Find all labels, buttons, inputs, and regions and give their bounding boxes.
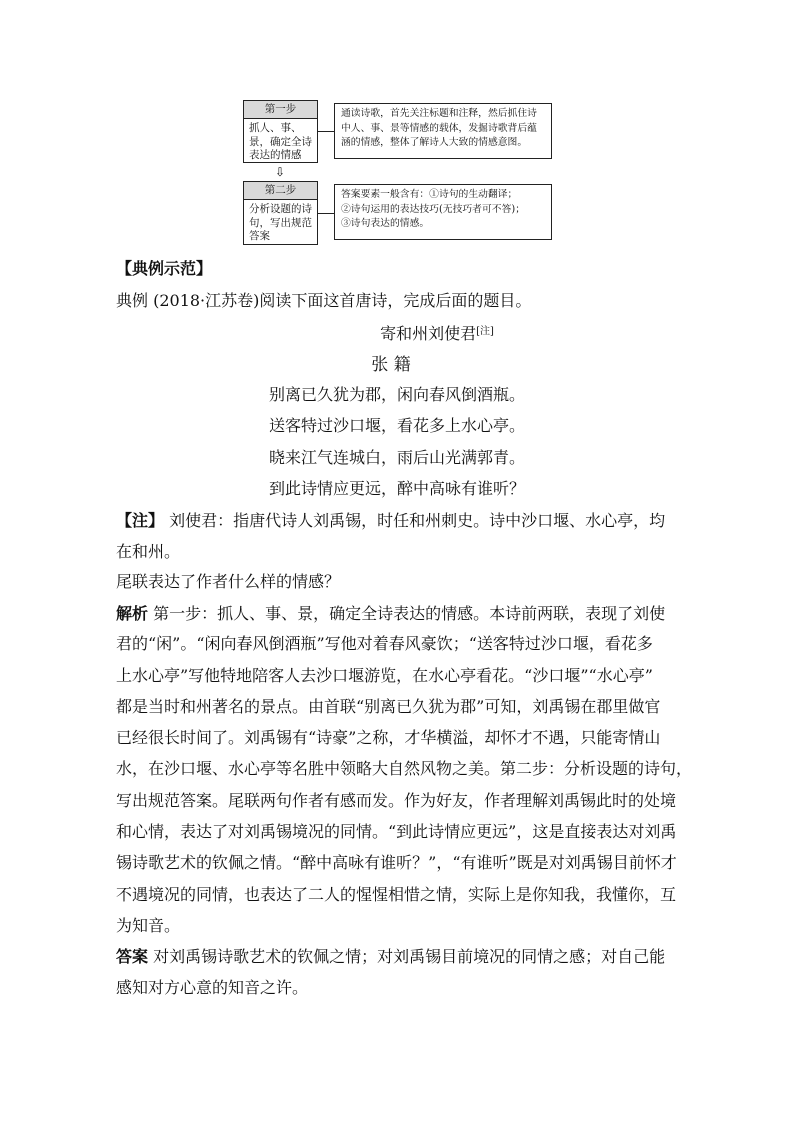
analysis-line: 上水心亭”写他特地陪客人去沙口堰游览，在水心亭看花。“沙口堰”“水心亭” (116, 666, 653, 685)
step1-body: 抓人、事、景，确定全诗表达的情感 (249, 122, 312, 161)
analysis-line: 君的“闲”。“闲向春风倒酒瓶”写他对着春风豪饮；“送客特过沙口堰，看花多 (116, 634, 653, 653)
step2-connector (318, 213, 334, 214)
note-line: 在和州。 (116, 542, 181, 561)
down-arrow-icon: ⇩ (275, 165, 286, 179)
analysis-line: 水，在沙口堰、水心亭等名胜中领略大自然风物之美。第二步：分析设题的诗句， (116, 759, 693, 778)
analysis-line: 都是当时和州著名的景点。由首联“别离已久犹为郡”可知，刘禹锡在郡里做官 (116, 697, 661, 716)
analysis-line: 为知音。 (116, 916, 181, 935)
step2-description (334, 184, 552, 240)
poem-title: 寄和州刘使君 (380, 324, 477, 343)
answer-line: 感知对方心意的知音之许。 (116, 978, 309, 997)
analysis-text: 第一步：抓人、事、景，确定全诗表达的情感。本诗前两联，表现了刘使 (148, 604, 666, 623)
note-label: 【注】 (116, 511, 165, 530)
analysis-line: 已经很长时间了。刘禹锡有“诗豪”之称，才华横溢，却怀才不遇，只能寄情山 (116, 728, 661, 747)
answer-line (116, 947, 665, 967)
step2-title: 第二步 (244, 182, 317, 200)
step2-desc-line: ②诗句运用的表达技巧(无技巧者可不答)； (341, 203, 525, 215)
step1-box (243, 100, 318, 163)
poem-title-note: [注] (476, 326, 494, 337)
step2-desc-line: ③诗句表达的情感。 (341, 218, 430, 229)
analysis-line (116, 604, 665, 624)
analysis-line: 锡诗歌艺术的钦佩之情。“醉中高咏有谁听？”，“有谁听”既是对刘禹锡目前怀才 (116, 853, 677, 872)
step2-desc-line: 答案要素一般含有：①诗句的生动翻译； (341, 189, 518, 200)
analysis-line: 写出规范答案。尾联两句作者有感而发。作为好友，作者理解刘禹锡此时的处境 (116, 791, 677, 810)
step1-title: 第一步 (244, 101, 317, 119)
note-line (116, 511, 665, 531)
analysis-label: 解析 (116, 604, 149, 623)
poem-title-row (40, 324, 794, 344)
section-heading: 【典例示范】 (116, 259, 213, 278)
question: 尾联表达了作者什么样的情感？ (116, 572, 341, 591)
poem-line: 别离已久犹为郡，闲向春风倒酒瓶。 (268, 385, 525, 404)
answer-text: 对刘禹锡诗歌艺术的钦佩之情；对刘禹锡目前境况的同情之感；对自己能 (148, 947, 666, 966)
answer-label: 答案 (116, 947, 149, 966)
step2-box (243, 181, 318, 245)
poem-line: 晓来江气连城白，雨后山光满郭青。 (268, 448, 525, 467)
analysis-line: 和心情，表达了对刘禹锡境况的同情。“到此诗情应更远”，这是直接表达对刘禹 (116, 822, 677, 841)
step2-body: 分析设题的诗句，写出规范答案 (249, 203, 312, 242)
analysis-line: 不遇境况的同情，也表达了二人的惺惺相惜之情，实际上是你知我，我懂你，互 (116, 885, 677, 904)
note-text: 刘使君：指唐代诗人刘禹锡，时任和州刺史。诗中沙口堰、水心亭，均 (164, 511, 666, 530)
example-intro: 典例 (2018·江苏卷)阅读下面这首唐诗，完成后面的题目。 (116, 291, 532, 310)
poem-line: 到此诗情应更远，醉中高咏有谁听？ (268, 479, 525, 498)
poem-author: 张 籍 (371, 355, 411, 375)
poem-line: 送客特过沙口堰，看花多上水心亭。 (268, 416, 525, 435)
step1-connector (318, 131, 334, 132)
step1-description: 通读诗歌，首先关注标题和注释，然后抓住诗中人、事、景等情感的载体，发掘诗歌背后蕴涵的情感，整体了解诗人大致的情感意图。 (334, 103, 552, 159)
